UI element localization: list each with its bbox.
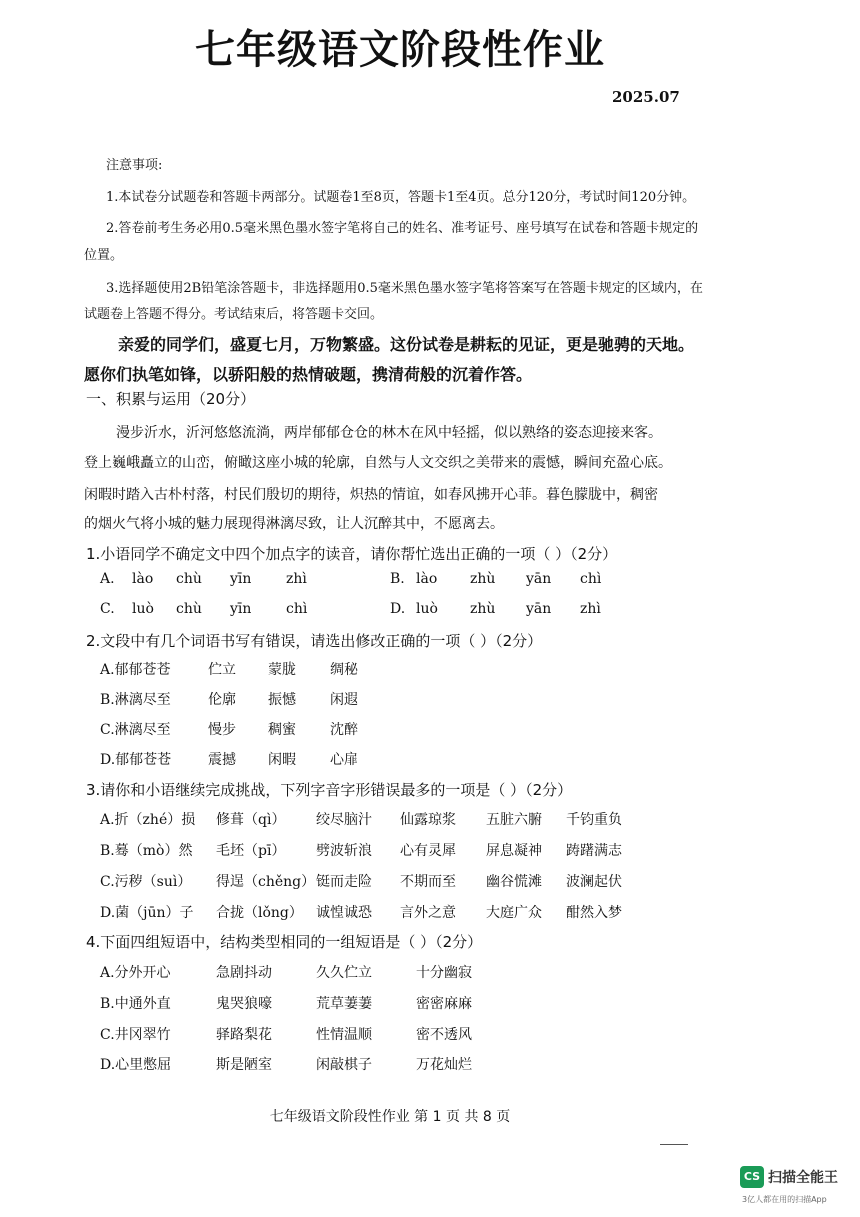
option-text: A.郁郁苍苍	[100, 662, 171, 678]
option-text: C.污秽（suì）	[100, 874, 192, 890]
option-text: D.郁郁苍苍	[100, 752, 172, 768]
option-pinyin: yān	[526, 601, 552, 617]
option-text: 斯是陋室	[216, 1057, 272, 1073]
option-text: 沈醉	[330, 722, 358, 738]
option-text: 不期而至	[400, 874, 456, 890]
option-text: 闲遐	[330, 692, 358, 708]
option-text: 千钧重负	[566, 812, 622, 828]
section-heading: 一、积累与运用（20分）	[86, 390, 256, 408]
option-text: 波澜起伏	[566, 874, 622, 890]
option-label: A.	[100, 571, 115, 587]
camscanner-logo-icon: CS	[740, 1166, 764, 1188]
option-text: 荒草萋萋	[316, 996, 372, 1012]
option-text: B.蓦（mò）然	[100, 843, 193, 859]
option-pinyin: zhù	[470, 571, 496, 587]
scanner-watermark	[740, 1166, 850, 1206]
option-text: 久久伫立	[316, 965, 372, 981]
option-text: 劈波斩浪	[316, 843, 372, 859]
question-2-stem: 2.文段中有几个词语书写有错误，请选出修改正确的一项（ ）（2分）	[86, 632, 543, 650]
option-text: 得逞（chěng）	[216, 874, 316, 890]
option-text: 诚惶诚恐	[316, 905, 372, 921]
option-text: 蒙胧	[268, 662, 296, 678]
option-text: 万花灿烂	[416, 1057, 472, 1073]
option-text: 屏息凝神	[486, 843, 542, 859]
option-pinyin: yān	[526, 571, 552, 587]
option-text: C.淋漓尽至	[100, 722, 171, 738]
option-text: 幽谷慌滩	[486, 874, 542, 890]
option-text: 十分幽寂	[416, 965, 472, 981]
option-text: A.分外开心	[100, 965, 171, 981]
option-label: C.	[100, 601, 115, 617]
option-pinyin: zhì	[286, 571, 307, 587]
option-text: 密不透风	[416, 1027, 472, 1043]
note-line-1: 1.本试卷分试题卷和答题卡两部分。试题卷1至8页，答题卡1至4页。总分120分，考试时间120分钟。	[106, 190, 696, 205]
option-text: 闲暇	[268, 752, 296, 768]
note-line-3: 3.选择题使用2B铅笔涂答题卡，非选择题用0.5毫米黑色墨水签字笔将答案写在答题卡规定的区域内，在	[106, 281, 703, 296]
option-pinyin: lào	[416, 571, 438, 587]
option-text: 驿路梨花	[216, 1027, 272, 1043]
option-text: 仙露琼浆	[400, 812, 456, 828]
option-label: D.	[390, 601, 406, 617]
option-pinyin: yīn	[230, 571, 252, 587]
watermark-subtitle: 3亿人都在用的扫描App	[742, 1195, 827, 1204]
scan-artifact-line	[660, 1144, 688, 1145]
option-text: 铤而走险	[316, 874, 372, 890]
page-footer: 七年级语文阶段性作业 第 1 页 共 8 页	[269, 1109, 511, 1125]
option-text: 绞尽脑汁	[316, 812, 372, 828]
option-text: 稠蜜	[268, 722, 296, 738]
option-text: D.菌（jūn）子	[100, 905, 194, 921]
option-text: 伦廓	[208, 692, 236, 708]
exam-date: 2025.07	[612, 88, 680, 106]
page-title: 七年级语文阶段性作业	[195, 27, 605, 73]
option-pinyin: luò	[132, 601, 154, 617]
passage-line-3: 闲暇时踏入古朴村落，村民们殷切的期待，炽热的情谊，如春风拂开心菲。暮色朦胧中，稠密	[84, 487, 658, 503]
option-text: 毛坯（pī）	[216, 843, 286, 859]
option-pinyin: lào	[132, 571, 154, 587]
option-text: 修葺（qì）	[216, 812, 286, 828]
option-text: 心有灵犀	[400, 843, 456, 859]
passage-line-1: 漫步沂水，沂河悠悠流淌，两岸郁郁仓仓的林木在风中轻摇，似以熟络的姿态迎接来客。	[116, 425, 662, 441]
option-text: 大庭广众	[486, 905, 542, 921]
option-text: 密密麻麻	[416, 996, 472, 1012]
option-text: 鬼哭狼嚎	[216, 996, 272, 1012]
option-text: 五脏六腑	[486, 812, 542, 828]
intro-line-2: 愿你们执笔如锋，以骄阳般的热情破题，携清荷般的沉着作答。	[84, 365, 533, 384]
option-text: 合拢（lǒng）	[216, 905, 303, 921]
option-text: C.井冈翠竹	[100, 1027, 171, 1043]
note-line-2b: 位置。	[84, 248, 124, 263]
option-text: 闲敲棋子	[316, 1057, 372, 1073]
note-line-3b: 试题卷上答题不得分。考试结束后，将答题卡交回。	[84, 307, 384, 322]
option-pinyin: chì	[580, 571, 602, 587]
option-pinyin: zhì	[580, 601, 601, 617]
option-text: 慢步	[208, 722, 236, 738]
option-pinyin: chù	[176, 601, 202, 617]
option-text: 急剧抖动	[216, 965, 272, 981]
question-4-stem: 4.下面四组短语中，结构类型相同的一组短语是（ ）（2分）	[86, 933, 483, 951]
option-text: 伫立	[208, 662, 236, 678]
option-text: D.心里憋屈	[100, 1057, 172, 1073]
option-text: A.折（zhé）损	[100, 812, 196, 828]
option-text: 酣然入梦	[566, 905, 622, 921]
option-pinyin: chù	[176, 571, 202, 587]
option-text: 踌躇满志	[566, 843, 622, 859]
option-text: B.淋漓尽至	[100, 692, 171, 708]
option-text: B.中通外直	[100, 996, 171, 1012]
option-text: 震撼	[208, 752, 236, 768]
option-pinyin: luò	[416, 601, 438, 617]
passage-line-2: 登上巍峨矗立的山峦，俯瞰这座小城的轮廓，自然与人文交织之美带来的震憾，瞬间充盈心底。	[84, 455, 672, 471]
notes-heading: 注意事项:	[106, 158, 163, 173]
option-text: 性情温顺	[316, 1027, 372, 1043]
option-text: 心扉	[330, 752, 358, 768]
option-pinyin: zhù	[470, 601, 496, 617]
intro-line-1: 亲爱的同学们，盛夏七月，万物繁盛。这份试卷是耕耘的见证，更是驰骋的天地。	[118, 335, 695, 354]
option-text: 言外之意	[400, 905, 456, 921]
note-line-2: 2.答卷前考生务必用0.5毫米黑色墨水签字笔将自己的姓名、准考证号、座号填写在试卷和答题卡规定的	[106, 221, 699, 236]
passage-line-4: 的烟火气将小城的魅力展现得淋漓尽致，让人沉醉其中，不愿离去。	[84, 516, 504, 532]
option-pinyin: chì	[286, 601, 308, 617]
question-1-stem: 1.小语同学不确定文中四个加点字的读音，请你帮忙选出正确的一项（ ）（2分）	[86, 545, 618, 563]
watermark-name: 扫描全能王	[768, 1170, 838, 1186]
option-pinyin: yīn	[230, 601, 252, 617]
question-3-stem: 3.请你和小语继续完成挑战，下列字音字形错误最多的一项是（ ）（2分）	[86, 781, 573, 799]
option-label: B.	[390, 571, 405, 587]
option-text: 振憾	[268, 692, 296, 708]
option-text: 绸秘	[330, 662, 358, 678]
